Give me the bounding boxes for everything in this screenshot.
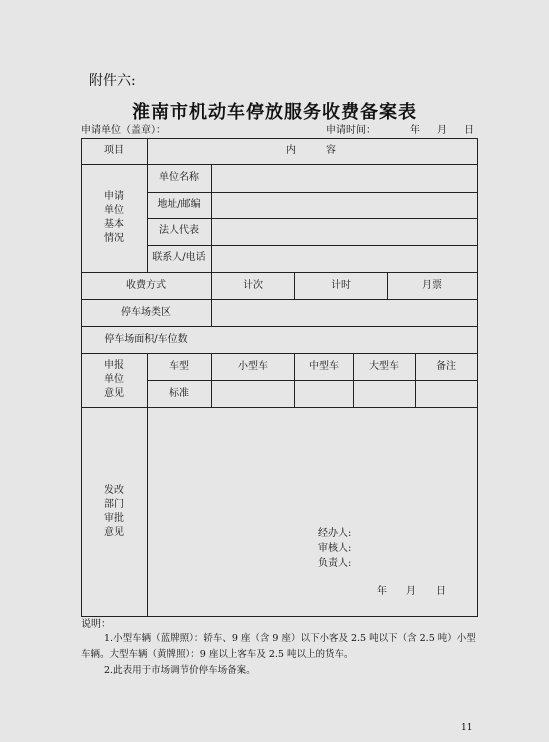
sign-day: 日 [436, 586, 446, 597]
standard-label: 标准 [169, 388, 189, 399]
area-spaces-label: 停车场面积/车位数 [104, 334, 188, 345]
legal-rep-label: 法人代表 [159, 225, 199, 236]
contact-field[interactable] [213, 247, 475, 270]
vehicle-type-label: 车型 [169, 361, 189, 372]
content-header: 内 容 [286, 145, 336, 156]
apply-unit-label: 申请单位（盖章）： [81, 125, 166, 136]
sign-year: 年 [377, 586, 387, 597]
legal-rep-field[interactable] [213, 220, 475, 243]
date-day: 日 [464, 125, 474, 136]
medium-car-label: 中型车 [309, 361, 339, 372]
notes-line-1: 1.小型车辆（蓝牌照）：轿车、9 座（含 9 座）以下小客及 2.5 吨以下（含 2.5 吨）小型 [104, 633, 476, 644]
apply-time-label: 申请时间： [326, 125, 376, 136]
large-car-standard-field[interactable] [355, 382, 413, 405]
remark-field[interactable] [417, 382, 475, 405]
remark-label: 备注 [436, 361, 456, 372]
per-time-label: 计次 [243, 280, 263, 291]
small-car-label: 小型车 [238, 361, 268, 372]
handler-label: 经办人: [318, 528, 352, 539]
reviewer-label: 审核人: [318, 543, 352, 554]
small-car-standard-field[interactable] [213, 382, 292, 405]
notes-line-2: 车辆。大型车辆（黄牌照）：9 座以上客车及 2.5 吨以上的货车。 [81, 649, 354, 660]
basic-info-label: 申请 单位 基本 情况 [104, 191, 124, 244]
parking-class-field[interactable] [213, 301, 475, 324]
sign-month: 月 [406, 586, 416, 597]
date-month: 月 [437, 125, 447, 136]
monthly-label: 月票 [422, 280, 442, 291]
notes-heading: 说明： [81, 619, 111, 630]
charge-method-label: 收费方式 [126, 280, 166, 291]
contact-label: 联系人/电话 [152, 252, 206, 263]
medium-car-standard-field[interactable] [296, 382, 351, 405]
attachment-label: 附件六: [89, 73, 136, 89]
parking-class-label: 停车场类区 [121, 307, 171, 318]
address-label: 地址/邮编 [157, 199, 201, 210]
notes-line-3: 2.此表用于市场调节价停车场备案。 [104, 665, 256, 676]
date-year: 年 [410, 125, 420, 136]
person-in-charge-label: 负责人: [318, 558, 352, 569]
large-car-label: 大型车 [369, 361, 399, 372]
unit-name-label: 单位名称 [159, 172, 199, 183]
area-spaces-field[interactable] [213, 328, 475, 351]
dept-approval-label: 发改 部门 审批 意见 [104, 485, 124, 538]
report-unit-label: 申报 单位 意见 [104, 360, 124, 399]
page-number: 11 [461, 723, 473, 733]
address-field[interactable] [213, 194, 475, 216]
page-title: 淮南市机动车停放服务收费备案表 [132, 102, 417, 123]
unit-name-field[interactable] [213, 166, 475, 190]
item-header: 项目 [104, 145, 124, 156]
per-hour-label: 计时 [331, 280, 351, 291]
